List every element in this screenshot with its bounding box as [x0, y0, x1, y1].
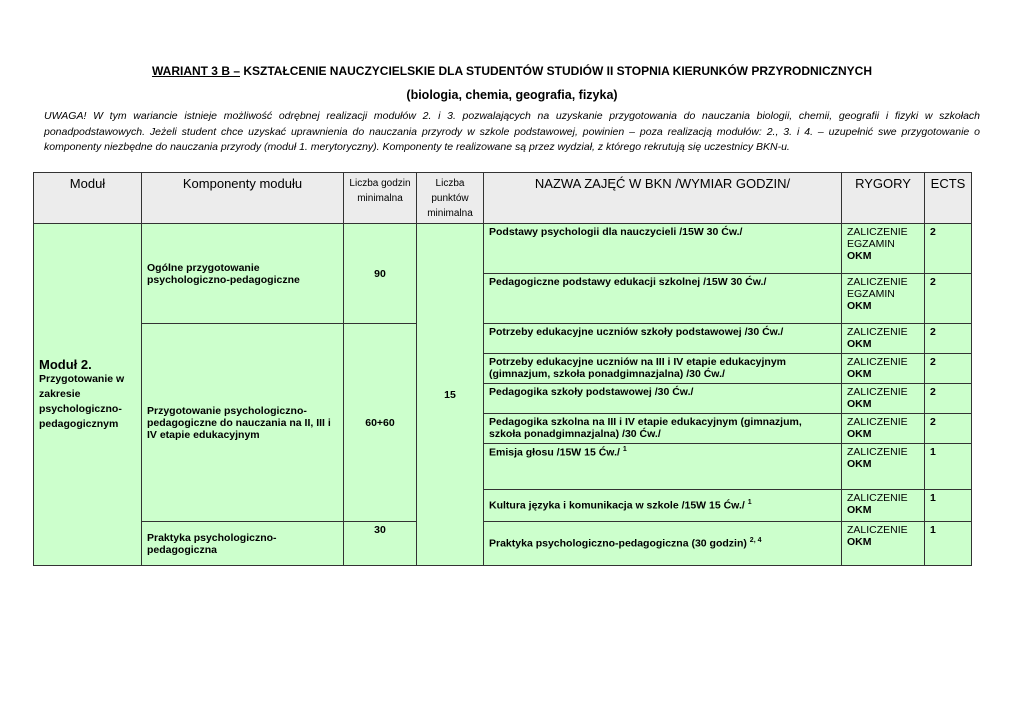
header-punkty: Liczba punktów minimalna	[417, 173, 484, 224]
course-name: Pedagogiczne podstawy edukacji szkolnej /15W 30 Ćw./	[484, 274, 842, 324]
warning-note: UWAGA! W tym wariancie istnieje możliwość odrębnej realizacji modułów 2. i 3. pozwalających na uzyskanie przygotowania do nauczania biologii, chemii, geografii i fizyki w szkołach ponadpodstawowych. Jeżeli student chce uzyskać uprawnienia do nauczania przyrody w szkole podstawowej, powinien – poza realizacją modułów: 2., 3. i 4. – uzupełnić swe przygotowanie o komponenty niezbędne do nauczania przyrody (moduł 1. merytoryczny). Komponenty te realizowane są przez wydział, z którego rekrutują się uczestnicy BKN-u.	[44, 110, 980, 153]
component-hours: 60+60	[344, 324, 417, 522]
ects-value: 2	[925, 274, 972, 324]
table-row	[34, 224, 972, 274]
rigor-cell: ZALICZENIE OKM	[842, 490, 925, 522]
module-title: Moduł 2.	[39, 357, 92, 372]
footnote-mark: 1	[747, 499, 752, 507]
course-name: Emisja głosu /15W 15 Ćw./ $^1$	[484, 444, 842, 490]
rigor-cell: ZALICZENIE OKM	[842, 324, 925, 354]
ects-value: 2	[925, 224, 972, 274]
rigor-cell: ZALICZENIE EGZAMIN OKM	[842, 224, 925, 274]
course-name: Pedagogika szkoły podstawowej /30 Ćw./	[484, 384, 842, 414]
rigor-cell: ZALICZENIE OKM	[842, 354, 925, 384]
course-name: Potrzeby edukacyjne uczniów szkoły podstawowej /30 Ćw./	[484, 324, 842, 354]
rigor-cell: ZALICZENIE OKM	[842, 522, 925, 566]
course-name: Potrzeby edukacyjne uczniów na III i IV etapie edukacyjnym (gimnazjum, szkoła ponadgimnazjalna) /30 Ćw./	[484, 354, 842, 384]
ects-value: 1	[925, 444, 972, 490]
footnote-mark: 1	[622, 446, 627, 453]
component-name: Przygotowanie psychologiczno-pedagogiczne do nauczania na II, III i IV etapie edukacyjnym	[142, 324, 344, 522]
module-table	[33, 172, 972, 566]
title-prefix: WARIANT 3 B –	[151, 64, 240, 78]
document-subtitle: (biologia, chemia, geografia, fizyka)	[406, 88, 618, 102]
ects-value: 2	[925, 384, 972, 414]
header-ects: ECTS	[925, 173, 972, 224]
ects-value: 2	[925, 354, 972, 384]
rigor-cell: ZALICZENIE EGZAMIN OKM	[842, 274, 925, 324]
component-name: Ogólne przygotowanie psychologiczno-pedagogiczne	[142, 224, 344, 324]
footnote-mark: 2, 4	[749, 537, 762, 545]
table-row	[34, 522, 972, 566]
course-name: Kultura języka i komunikacja w szkole /15W 15 Ćw./ $^1$	[484, 490, 842, 522]
header-godziny: Liczba godzin minimalna	[344, 173, 417, 224]
title-rest: KSZTAŁCENIE NAUCZYCIELSKIE DLA STUDENTÓW STUDIÓW II STOPNIA KIERUNKÓW PRZYRODNICZNYCH	[240, 64, 872, 78]
header-rygory: RYGORY	[842, 173, 925, 224]
course-name: Pedagogika szkolna na III i IV etapie edukacyjnym (gimnazjum, szkoła ponadgimnazjalna) /30 Ćw./	[484, 414, 842, 444]
ects-value: 2	[925, 414, 972, 444]
component-name: Praktyka psychologiczno-pedagogiczna	[142, 522, 344, 566]
header-komponenty: Komponenty modułu	[142, 173, 344, 224]
ects-value: 1	[925, 522, 972, 566]
module-cell	[34, 224, 142, 566]
table-row	[34, 324, 972, 354]
component-hours: 90	[344, 224, 417, 324]
table-header-row	[34, 173, 972, 224]
course-name: Podstawy psychologii dla nauczycieli /15W 30 Ćw./	[484, 224, 842, 274]
rigor-cell: ZALICZENIE OKM	[842, 444, 925, 490]
header-nazwa: NAZWA ZAJĘĆ W BKN /WYMIAR GODZIN/	[484, 173, 842, 224]
component-hours: 30	[344, 522, 417, 566]
course-name: Praktyka psychologiczno-pedagogiczna (30 godzin) $^{2, 4}$	[484, 522, 842, 566]
ects-value: 2	[925, 324, 972, 354]
ects-value: 1	[925, 490, 972, 522]
rigor-cell: ZALICZENIE OKM	[842, 384, 925, 414]
module-subtitle: Przygotowanie w zakresie psychologiczno-pedagogicznym	[39, 373, 125, 430]
header-modul: Moduł	[34, 173, 142, 224]
module-points: 15	[417, 224, 484, 566]
document-title	[0, 64, 1024, 78]
rigor-cell: ZALICZENIE OKM	[842, 414, 925, 444]
